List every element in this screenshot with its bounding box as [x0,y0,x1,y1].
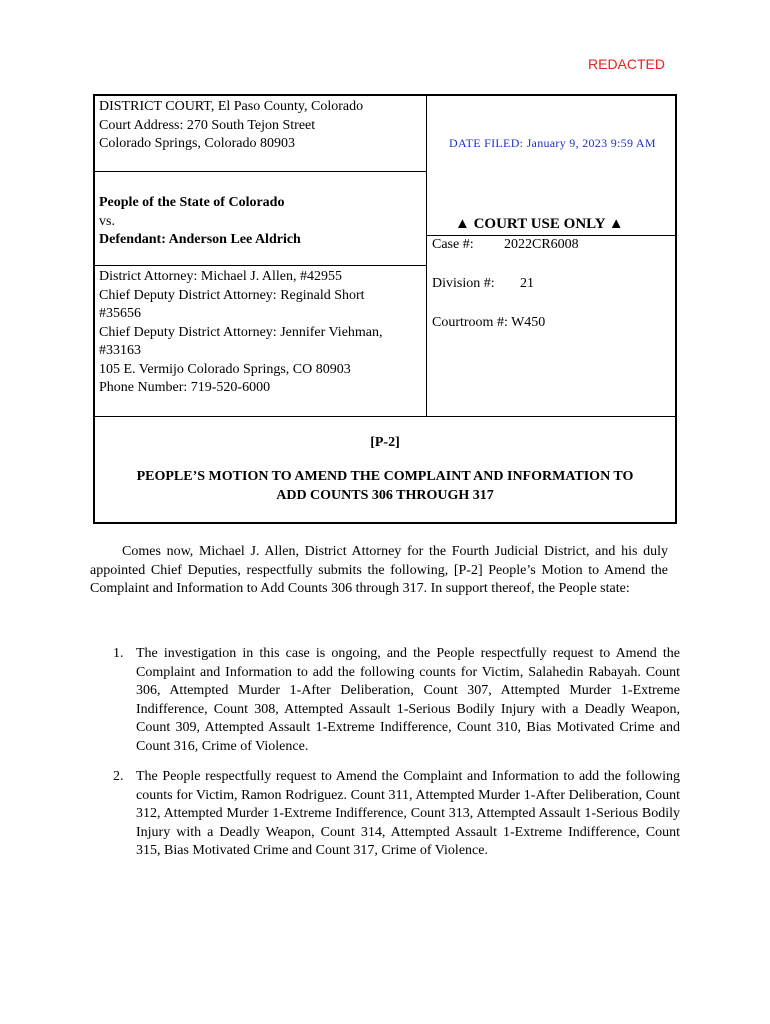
case-number-label: Case #: [432,237,474,252]
date-filed: DATE FILED: January 9, 2023 9:59 AM [449,136,656,150]
case-number-value: 2022CR6008 [504,237,579,252]
division-label: Division #: [432,276,495,291]
court-name: DISTRICT COURT, El Paso County, Colorado [99,99,364,114]
court-city: Colorado Springs, Colorado 80903 [99,136,295,151]
defendant: Defendant: Anderson Lee Aldrich [99,232,301,247]
caption-divider-cuo [426,235,677,236]
list-item [113,768,680,861]
list-item-number: 1. [113,646,124,661]
attorney-block [99,268,383,398]
motion-title-block [95,417,675,505]
plaintiff: People of the State of Colorado [99,195,285,210]
attorney-line-7: Phone Number: 719-520-6000 [99,380,271,395]
attorney-line-6: 105 E. Vermijo Colorado Springs, CO 80903 [99,361,351,377]
attorney-line-2: Chief Deputy District Attorney: Reginald Short [99,287,365,303]
list-item-text: The investigation in this case is ongoing, and the People respectfully request to Amend the Complaint and Information to add the following counts for Victim, Salahedin Rabayah. Count 306, Attempted Murder 1-After Deliberation, Count 307, Attempted Murder 1-Extreme Indifference, Count 308, Attempted Assault 1-Serious Bodily Injury with a Deadly Weapon, Count 309, Attempted Assault 1-Extreme Indifference, Count 310, Bias Motivated Crime and Count 316, Crime of Violence. [136,646,680,754]
division-value: 21 [520,276,534,291]
list-item-text: The People respectfully request to Amend the Complaint and Information to add the following counts for Victim, Ramon Rodriguez. Count 311, Attempted Murder 1-After Deliberation, Count 312, Attempted Murder 1-Extreme Indifference, Count 313, Attempted Assault 1-Serious Bodily Injury with a Deadly Weapon, Count 314, Attempted Assault 1-Extreme Indifference, Count 315, Bias Motivated Crime and Count 317, Crime of Violence. [136,769,680,858]
attorney-line-4: Chief Deputy District Attorney: Jennifer Viehman, [99,324,383,340]
motion-title-line-2: ADD COUNTS 306 THROUGH 317 [276,487,494,503]
list-item-number: 2. [113,769,124,784]
caption-divider-parties [95,265,426,266]
intro-paragraph: Comes now, Michael J. Allen, District Attorney for the Fourth Judicial District, and his duly appointed Chief Deputies, respectfully submits the following, [P-2] People’s Motion to Amend the Complaint and Information to Add Counts 306 through 317. In support thereof, the People state: [90,544,668,596]
court-block [99,98,363,154]
court-use-only: ▲ COURT USE ONLY ▲ [455,216,624,232]
courtroom: Courtroom #: W450 [432,315,546,330]
parties-block [99,194,301,250]
versus: vs. [99,213,115,229]
list-item [113,645,680,756]
caption-divider-vertical [426,96,427,417]
caption-divider-court [95,171,426,172]
caption-table [93,94,677,524]
motion-number: [P-2] [370,435,400,450]
motion-title-line-1: PEOPLE’S MOTION TO AMEND THE COMPLAINT AND INFORMATION TO [136,469,634,484]
attorney-line-3: #35656 [99,306,141,321]
attorney-line-1: District Attorney: Michael J. Allen, #42955 [99,269,343,284]
redacted-stamp: REDACTED [588,56,666,72]
attorney-line-5: #33163 [99,343,141,358]
court-address: Court Address: 270 South Tejon Street [99,117,316,133]
